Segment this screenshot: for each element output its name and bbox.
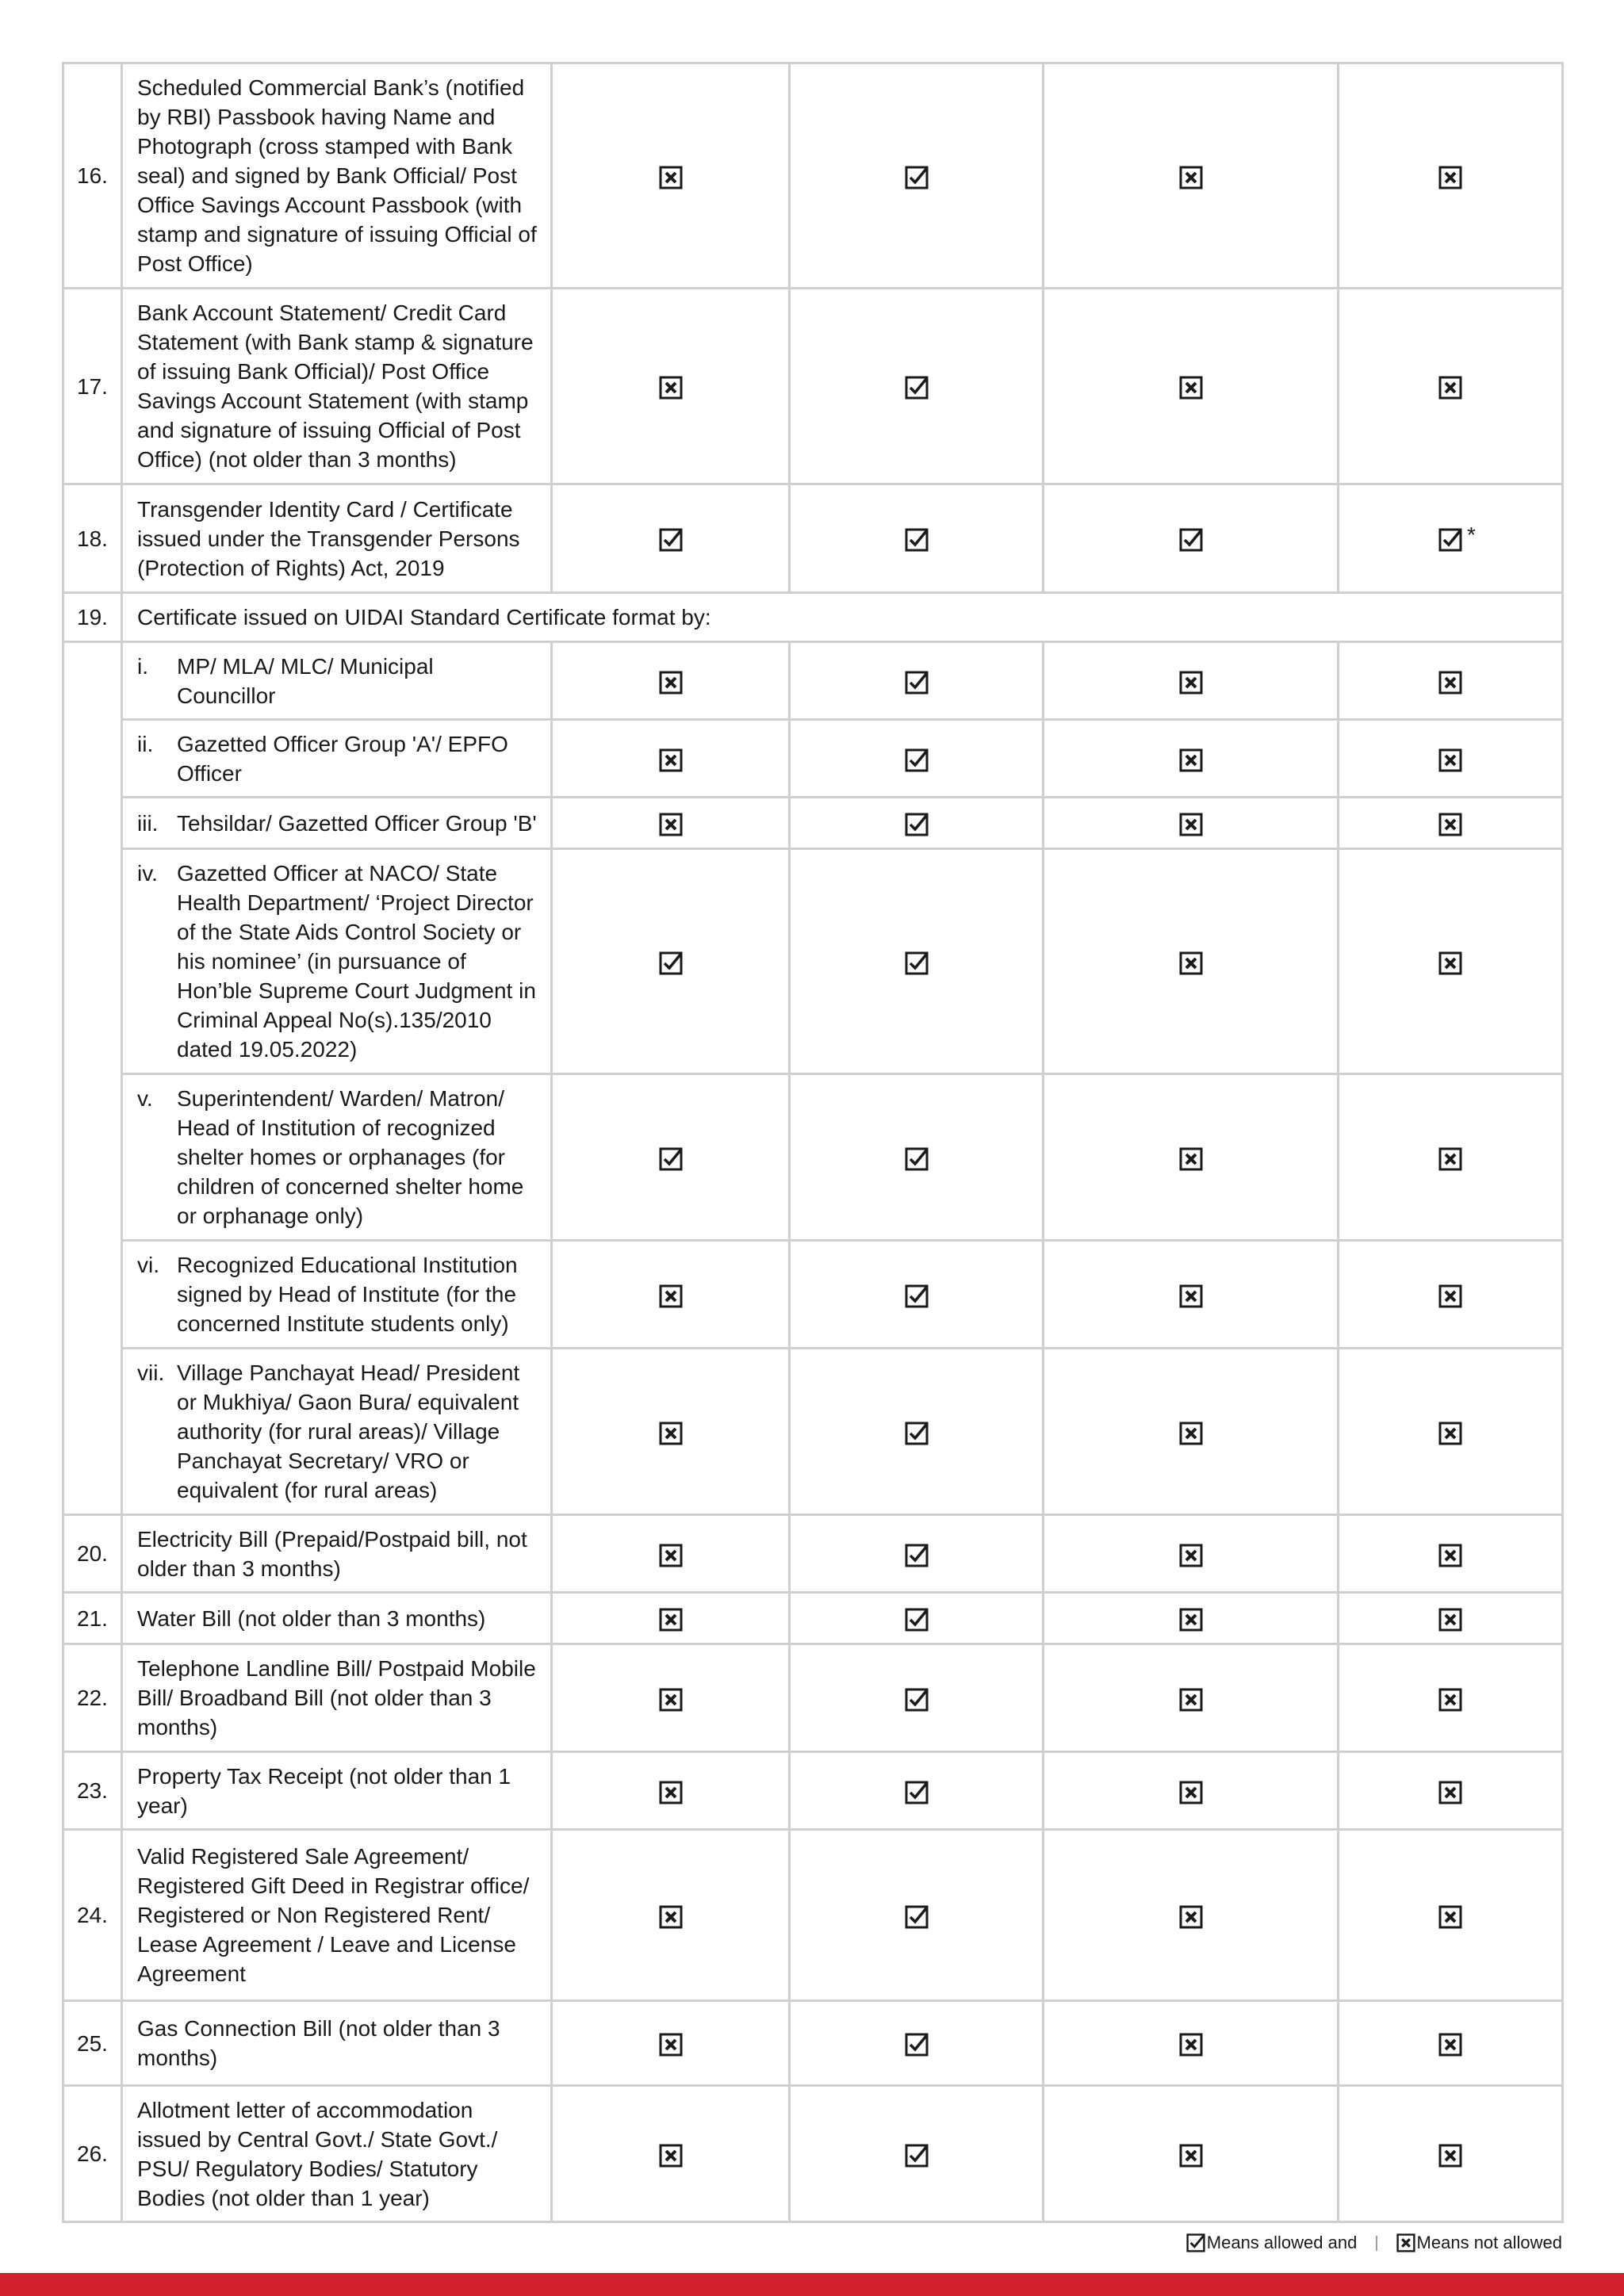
mark-cell	[1044, 1644, 1339, 1752]
sub-item-numeral: vii.	[137, 1360, 165, 1385]
mark-cell	[1339, 642, 1563, 720]
checkbox-x-icon	[659, 748, 683, 772]
document-description: Gas Connection Bill (not older than 3 months)	[122, 2001, 552, 2086]
table-row	[63, 484, 1563, 593]
mark-cell	[1339, 2086, 1563, 2222]
checkbox-x-icon	[1438, 1284, 1462, 1308]
checkbox-x-icon	[659, 2033, 683, 2057]
checkbox-x-icon	[659, 376, 683, 400]
mark-cell	[1044, 1074, 1339, 1241]
row-number: 26.	[63, 2086, 122, 2222]
mark-cell	[552, 642, 790, 720]
document-description: Electricity Bill (Prepaid/Postpaid bill, not older than 3 months)	[122, 1515, 552, 1593]
table-row	[63, 1752, 1563, 1830]
checkbox-x-icon	[1438, 951, 1462, 975]
row-number-empty	[63, 642, 122, 1515]
mark-cell	[552, 849, 790, 1074]
mark-cell	[1339, 1752, 1563, 1830]
checkbox-x-icon	[659, 1544, 683, 1567]
mark-cell	[790, 1752, 1044, 1830]
checkbox-x-icon	[659, 2144, 683, 2168]
legend-separator: |	[1374, 2233, 1379, 2252]
mark-cell	[1339, 849, 1563, 1074]
asterisk-note: *	[1467, 522, 1476, 548]
table-row	[63, 1349, 1563, 1515]
sub-item-text: Superintendent/ Warden/ Matron/ Head of Institution of recognized shelter homes or orphanages (for children of concerned shelter home or orphanage only)	[177, 1086, 524, 1228]
document-description: Water Bill (not older than 3 months)	[122, 1593, 552, 1644]
mark-cell	[552, 2001, 790, 2086]
row-number: 23.	[63, 1752, 122, 1830]
checkbox-checked-icon	[1186, 2233, 1205, 2252]
mark-cell	[552, 1830, 790, 2001]
row-number: 19.	[63, 593, 122, 642]
checkbox-x-icon	[1179, 1284, 1203, 1308]
table-row	[63, 1830, 1563, 2001]
row-number: 20.	[63, 1515, 122, 1593]
checkbox-x-icon	[659, 1608, 683, 1632]
mark-cell	[552, 63, 790, 289]
mark-cell	[1044, 642, 1339, 720]
table-row	[63, 1515, 1563, 1593]
mark-cell	[1339, 720, 1563, 798]
mark-cell	[1044, 1752, 1339, 1830]
checkbox-x-icon	[1179, 376, 1203, 400]
table-row	[63, 1074, 1563, 1241]
mark-cell	[1044, 849, 1339, 1074]
mark-cell	[790, 484, 1044, 593]
mark-cell	[552, 289, 790, 484]
mark-cell	[1339, 798, 1563, 849]
table-row	[63, 2001, 1563, 2086]
document-table	[62, 62, 1564, 2223]
mark-cell	[790, 1644, 1044, 1752]
checkbox-x-icon	[1179, 2144, 1203, 2168]
checkbox-x-icon	[659, 671, 683, 695]
sub-item-numeral: v.	[137, 1086, 153, 1111]
sub-item-numeral: iv.	[137, 861, 158, 886]
mark-cell	[790, 1349, 1044, 1515]
checkbox-x-icon	[1179, 1781, 1203, 1804]
table-row	[63, 1593, 1563, 1644]
sub-item-numeral: iii.	[137, 810, 159, 836]
checkbox-checked-icon	[905, 813, 929, 836]
checkbox-x-icon	[659, 1422, 683, 1445]
mark-cell	[1044, 1241, 1339, 1349]
document-description: Valid Registered Sale Agreement/ Registered Gift Deed in Registrar office/ Registered or Non Registered Rent/ Lease Agreement / Leave and License Agreement	[122, 1830, 552, 2001]
sub-item	[122, 1349, 552, 1515]
checkbox-checked-icon	[905, 1781, 929, 1804]
sub-item-text: MP/ MLA/ MLC/ Municipal Councillor	[177, 653, 434, 708]
checkbox-x-icon	[1438, 376, 1462, 400]
checkbox-x-icon	[1179, 813, 1203, 836]
section-heading: Certificate issued on UIDAI Standard Certificate format by:	[122, 593, 1563, 642]
checkbox-checked-icon	[905, 2144, 929, 2168]
checkbox-x-icon	[1438, 1688, 1462, 1712]
checkbox-x-icon	[1396, 2233, 1415, 2252]
checkbox-checked-icon	[905, 376, 929, 400]
sub-item-text: Gazetted Officer at NACO/ State Health Department/ ‘Project Director of the State Aids Control Society or his nominee’ (in pursuance of Hon’ble Supreme Court Judgment in Criminal Appeal No(s).135/2010 dated 19.05.2022)	[177, 861, 536, 1062]
checkbox-checked-icon	[659, 528, 683, 552]
checkbox-checked-icon	[905, 1905, 929, 1929]
mark-cell	[790, 720, 1044, 798]
checkbox-checked-icon	[905, 528, 929, 552]
mark-cell	[790, 849, 1044, 1074]
sub-item	[122, 1241, 552, 1349]
mark-cell	[1044, 2086, 1339, 2222]
mark-cell	[1044, 289, 1339, 484]
table-row	[63, 720, 1563, 798]
checkbox-checked-icon	[905, 1147, 929, 1171]
sub-item-text: Tehsildar/ Gazetted Officer Group 'B'	[177, 810, 537, 836]
checkbox-x-icon	[1179, 951, 1203, 975]
mark-cell	[552, 720, 790, 798]
checkbox-x-icon	[1438, 2144, 1462, 2168]
checkbox-x-icon	[1438, 1608, 1462, 1632]
sub-item-numeral: vi.	[137, 1253, 159, 1277]
mark-cell	[1339, 1074, 1563, 1241]
mark-cell	[790, 798, 1044, 849]
checkbox-checked-icon	[905, 748, 929, 772]
table-row	[63, 1241, 1563, 1349]
checkbox-x-icon	[659, 1905, 683, 1929]
checkbox-checked-icon	[1438, 522, 1476, 552]
checkbox-x-icon	[1179, 748, 1203, 772]
mark-cell	[1339, 1644, 1563, 1752]
mark-cell	[790, 2001, 1044, 2086]
checkbox-checked-icon	[1179, 528, 1203, 552]
document-description: Bank Account Statement/ Credit Card Statement (with Bank stamp & signature of issuing Bank Official)/ Post Office Savings Account Statement (with stamp and signature of issuing Official of Post Office) (not older than 3 months)	[122, 289, 552, 484]
checkbox-x-icon	[1438, 671, 1462, 695]
row-number: 17.	[63, 289, 122, 484]
checkbox-checked-icon	[905, 1608, 929, 1632]
document-description: Property Tax Receipt (not older than 1 year)	[122, 1752, 552, 1830]
mark-cell	[1339, 2001, 1563, 2086]
mark-cell	[1339, 1515, 1563, 1593]
mark-cell	[790, 1074, 1044, 1241]
checkbox-x-icon	[659, 1284, 683, 1308]
checkbox-x-icon	[1179, 166, 1203, 189]
checkbox-x-icon	[1179, 1422, 1203, 1445]
checkbox-x-icon	[1438, 166, 1462, 189]
checkbox-x-icon	[659, 1781, 683, 1804]
mark-cell	[790, 642, 1044, 720]
checkbox-checked-icon	[905, 166, 929, 189]
checkbox-x-icon	[1438, 813, 1462, 836]
table-row	[63, 289, 1563, 484]
checkbox-checked-icon	[905, 1284, 929, 1308]
mark-cell	[1044, 1349, 1339, 1515]
checkbox-x-icon	[1438, 1544, 1462, 1567]
checkbox-x-icon	[659, 166, 683, 189]
checkbox-x-icon	[1438, 2033, 1462, 2057]
checkbox-x-icon	[1438, 1422, 1462, 1445]
checkbox-x-icon	[1438, 1147, 1462, 1171]
mark-cell	[1044, 1515, 1339, 1593]
checkbox-checked-icon	[905, 1544, 929, 1567]
checkbox-checked-icon	[905, 1688, 929, 1712]
checkbox-x-icon	[1179, 1688, 1203, 1712]
mark-cell	[552, 2086, 790, 2222]
mark-cell	[552, 1515, 790, 1593]
mark-cell	[552, 1644, 790, 1752]
mark-cell	[552, 1241, 790, 1349]
row-number: 16.	[63, 63, 122, 289]
table-row	[63, 63, 1563, 289]
table-row	[63, 1644, 1563, 1752]
sub-item-numeral: i.	[137, 653, 148, 679]
sub-item	[122, 849, 552, 1074]
legend	[1186, 2233, 1562, 2253]
mark-cell	[552, 1593, 790, 1644]
table-row	[63, 849, 1563, 1074]
table-row	[63, 798, 1563, 849]
document-description: Scheduled Commercial Bank’s (notified by RBI) Passbook having Name and Photograph (cross stamped with Bank seal) and signed by Bank Official/ Post Office Savings Account Passbook (with stamp and signature of issuing Official of Post Office)	[122, 63, 552, 289]
mark-cell	[552, 1349, 790, 1515]
checkbox-x-icon	[1179, 1147, 1203, 1171]
mark-cell	[790, 289, 1044, 484]
checkbox-checked-icon	[905, 951, 929, 975]
mark-cell	[1044, 720, 1339, 798]
mark-cell	[1339, 63, 1563, 289]
mark-cell	[1339, 289, 1563, 484]
mark-cell	[1339, 1241, 1563, 1349]
checkbox-x-icon	[1179, 1608, 1203, 1632]
checkbox-checked-icon	[659, 951, 683, 975]
mark-cell	[1044, 2001, 1339, 2086]
mark-cell	[1044, 1830, 1339, 2001]
mark-cell	[1339, 1830, 1563, 2001]
checkbox-checked-icon	[905, 671, 929, 695]
document-description: Telephone Landline Bill/ Postpaid Mobile Bill/ Broadband Bill (not older than 3 months)	[122, 1644, 552, 1752]
mark-cell	[1044, 63, 1339, 289]
checkbox-x-icon	[1179, 671, 1203, 695]
checkbox-x-icon	[1438, 1905, 1462, 1929]
mark-cell	[552, 1752, 790, 1830]
table-row	[63, 642, 1563, 720]
legend-allowed-text: Means allowed and	[1206, 2233, 1358, 2252]
row-number: 25.	[63, 2001, 122, 2086]
mark-cell	[790, 1830, 1044, 2001]
row-number: 18.	[63, 484, 122, 593]
mark-cell	[1339, 1349, 1563, 1515]
row-number: 21.	[63, 1593, 122, 1644]
sub-item	[122, 642, 552, 720]
document-description: Allotment letter of accommodation issued by Central Govt./ State Govt./ PSU/ Regulatory Bodies/ Statutory Bodies (not older than 1 year)	[122, 2086, 552, 2222]
row-number: 24.	[63, 1830, 122, 2001]
sub-item-text: Gazetted Officer Group 'A'/ EPFO Officer	[177, 731, 508, 786]
sub-item-numeral: ii.	[137, 731, 154, 756]
mark-cell	[552, 1074, 790, 1241]
row-number: 22.	[63, 1644, 122, 1752]
checkbox-x-icon	[1438, 748, 1462, 772]
mark-cell	[552, 798, 790, 849]
mark-cell	[790, 1241, 1044, 1349]
checkbox-checked-icon	[905, 2033, 929, 2057]
checkbox-x-icon	[1179, 2033, 1203, 2057]
mark-cell	[790, 2086, 1044, 2222]
mark-cell	[1044, 1593, 1339, 1644]
document-description: Transgender Identity Card / Certificate issued under the Transgender Persons (Protection of Rights) Act, 2019	[122, 484, 552, 593]
checkbox-x-icon	[659, 813, 683, 836]
mark-cell	[1044, 484, 1339, 593]
mark-cell	[790, 1593, 1044, 1644]
mark-cell	[790, 1515, 1044, 1593]
sub-item-text: Recognized Educational Institution signed by Head of Institute (for the concerned Institute students only)	[177, 1253, 518, 1336]
legend-not-allowed-text: Means not allowed	[1416, 2233, 1562, 2252]
sub-item-text: Village Panchayat Head/ President or Mukhiya/ Gaon Bura/ equivalent authority (for rural areas)/ Village Panchayat Secretary/ VRO or equivalent (for rural areas)	[177, 1360, 520, 1502]
mark-cell	[790, 63, 1044, 289]
mark-cell	[1339, 1593, 1563, 1644]
mark-cell	[1044, 798, 1339, 849]
mark-cell	[1339, 484, 1563, 593]
table-row	[63, 593, 1563, 642]
checkbox-x-icon	[1179, 1905, 1203, 1929]
sub-item	[122, 798, 552, 849]
mark-cell	[552, 484, 790, 593]
checkbox-x-icon	[1179, 1544, 1203, 1567]
footer-bar	[0, 2273, 1624, 2296]
checkbox-x-icon	[659, 1688, 683, 1712]
sub-item	[122, 720, 552, 798]
checkbox-x-icon	[1438, 1781, 1462, 1804]
checkbox-checked-icon	[659, 1147, 683, 1171]
checkbox-checked-icon	[905, 1422, 929, 1445]
table-row	[63, 2086, 1563, 2222]
sub-item	[122, 1074, 552, 1241]
